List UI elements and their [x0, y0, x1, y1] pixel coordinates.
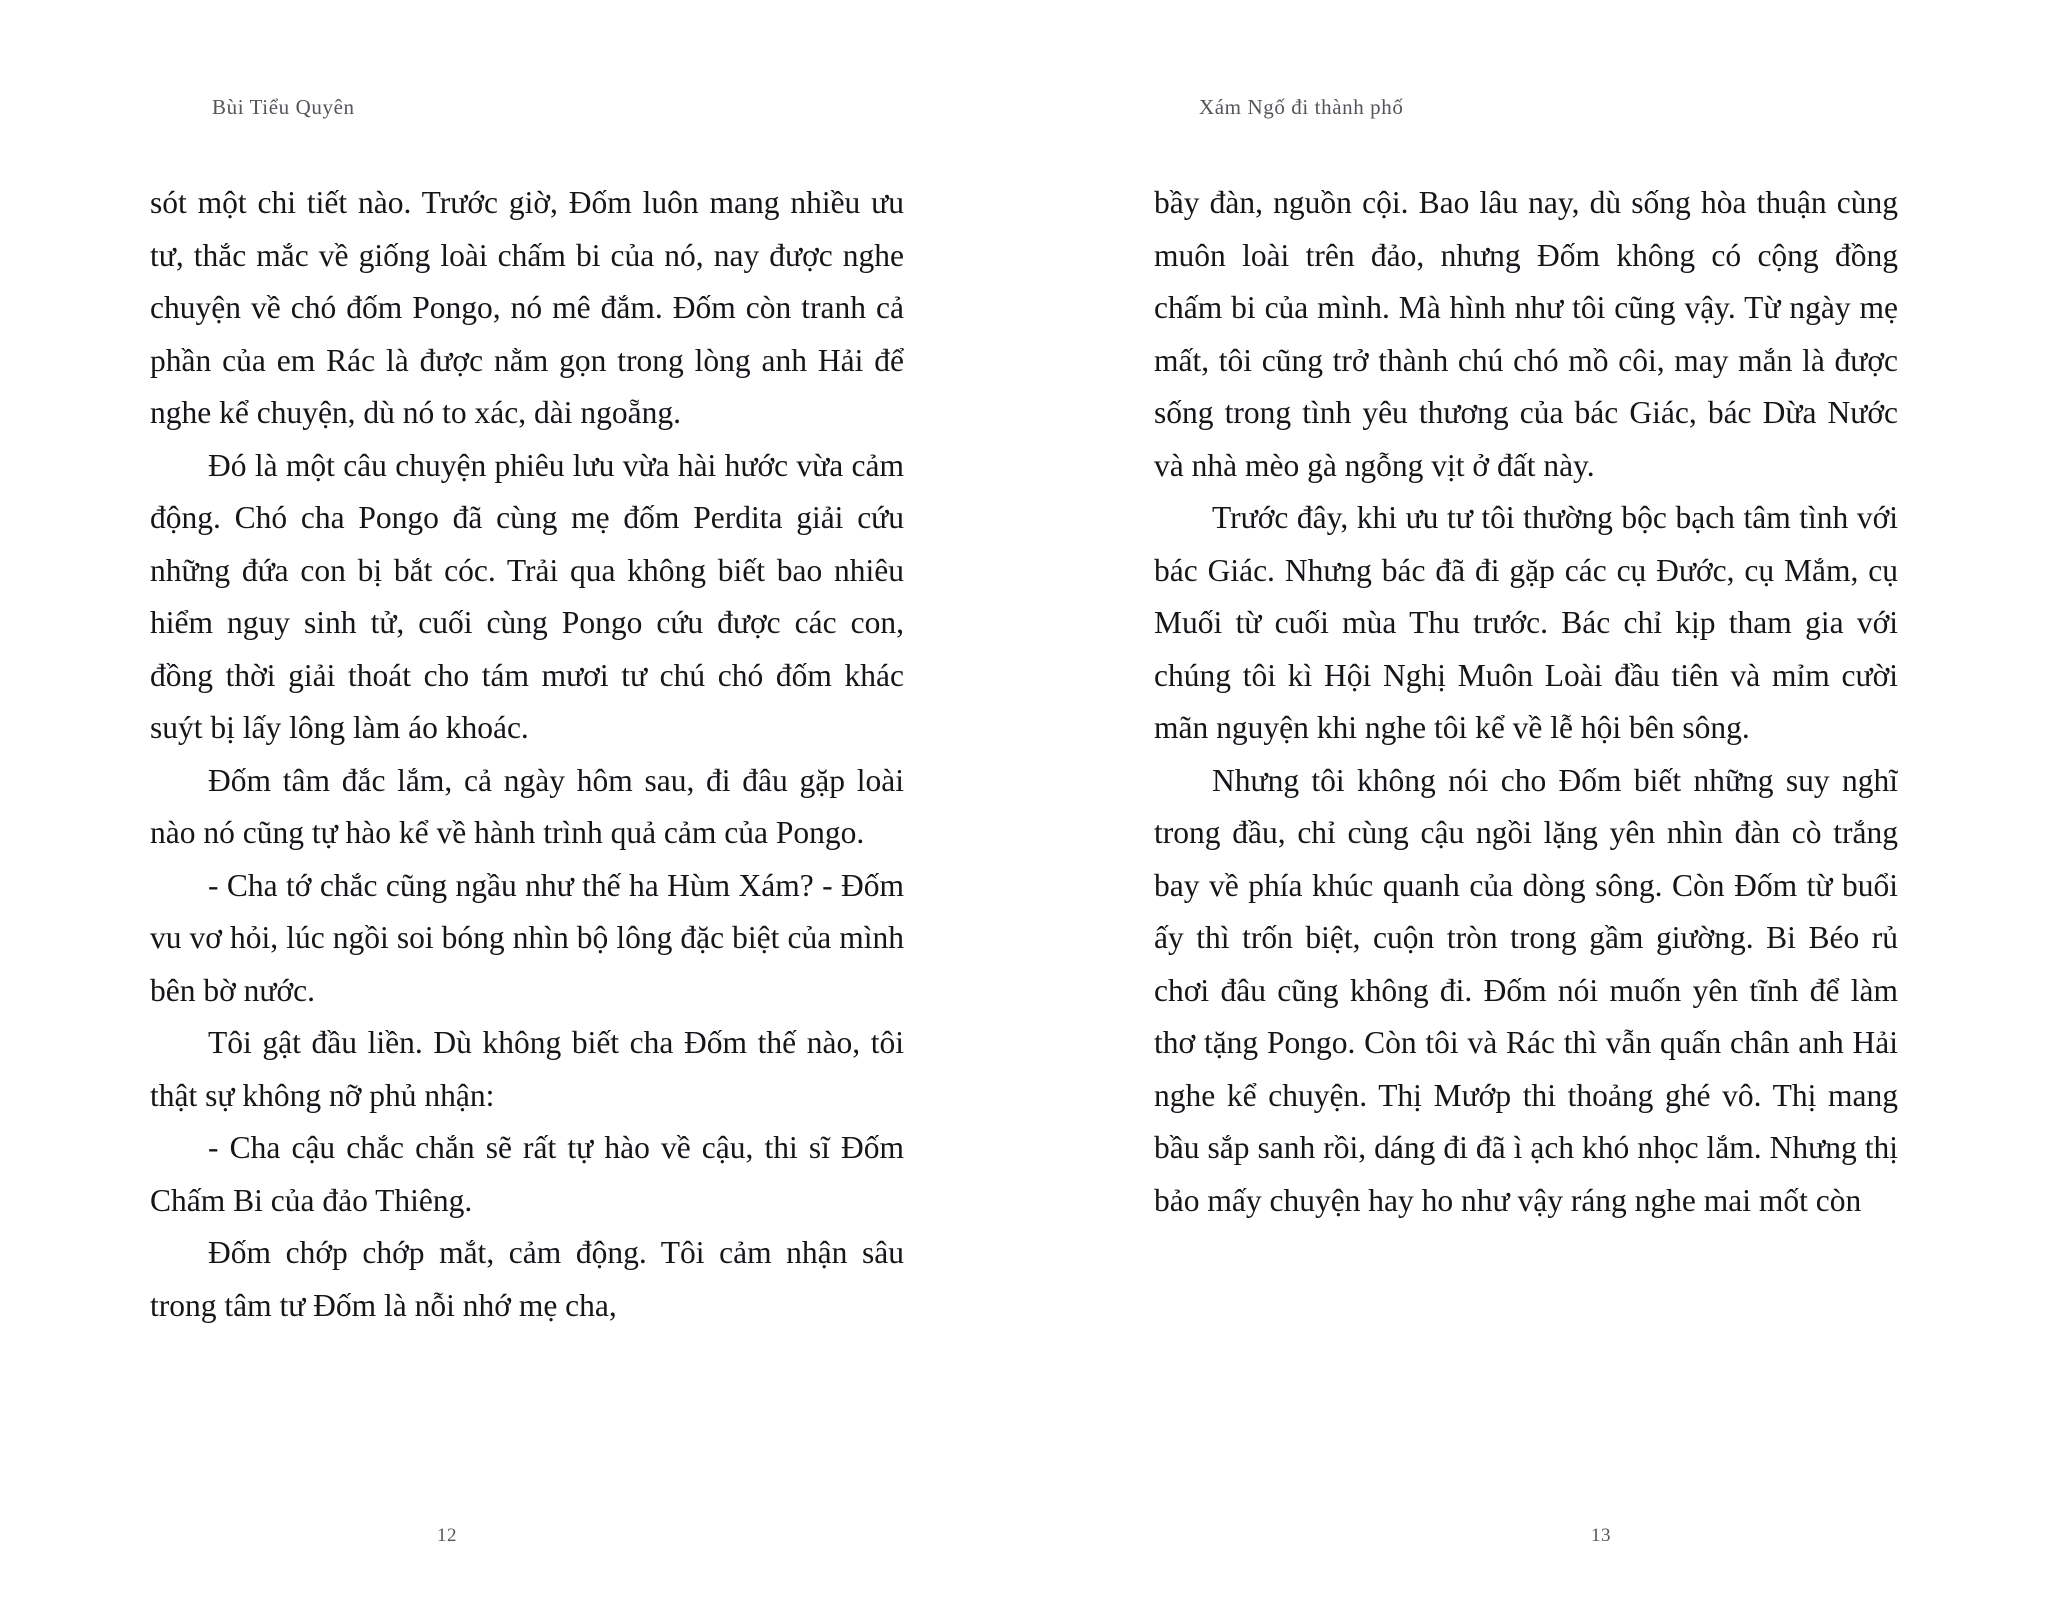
paragraph: Trước đây, khi ưu tư tôi thường bộc bạch tâm tình với bác Giác. Nhưng bác đã đi gặp các cụ Đước, cụ Mắm, cụ Muối từ cuối mùa Thu trước. Bác chỉ kịp tham gia với chúng tôi kì Hội Nghị Muôn Loài đầu tiên và mỉm cười mãn nguyện khi nghe tôi kể về lễ hội bên sông.: [1154, 500, 1898, 745]
paragraph: Đốm chớp chớp mắt, cảm động. Tôi cảm nhận sâu trong tâm tư Đốm là nỗi nhớ mẹ cha,: [150, 1235, 904, 1323]
paragraph: Đó là một câu chuyện phiêu lưu vừa hài hước vừa cảm động. Chó cha Pongo đã cùng mẹ đốm Perdita giải cứu những đứa con bị bắt cóc. Trải qua không biết bao nhiêu hiểm nguy sinh tử, cuối cùng Pongo cứu được các con, đồng thời giải thoát cho tám mươi tư chú chó đốm khác suýt bị lấy lông làm áo khoác.: [150, 447, 904, 745]
paragraph: - Cha cậu chắc chắn sẽ rất tự hào về cậu, thi sĩ Đốm Chấm Bi của đảo Thiêng.: [150, 1130, 904, 1218]
running-head-author: Bùi Tiểu Quyên: [212, 95, 355, 119]
paragraph: sót một chi tiết nào. Trước giờ, Đốm luôn mang nhiều ưu tư, thắc mắc về giống loài chấm bi của nó, nay được nghe chuyện về chó đốm Pongo, nó mê đắm. Đốm còn tranh cả phần của em Rác là được nằm gọn trong lòng anh Hải để nghe kể chuyện, dù nó to xác, dài ngoẵng.: [150, 185, 904, 430]
paragraph: Tôi gật đầu liền. Dù không biết cha Đốm thế nào, tôi thật sự không nỡ phủ nhận:: [150, 1025, 904, 1113]
running-head-title: Xám Ngố đi thành phố: [1199, 95, 1404, 119]
paragraph: - Cha tớ chắc cũng ngầu như thế ha Hùm Xám? - Đốm vu vơ hỏi, lúc ngồi soi bóng nhìn bộ lông đặc biệt của mình bên bờ nước.: [150, 867, 904, 1008]
paragraph: bầy đàn, nguồn cội. Bao lâu nay, dù sống hòa thuận cùng muôn loài trên đảo, nhưng Đốm không có cộng đồng chấm bi của mình. Mà hình như tôi cũng vậy. Từ ngày mẹ mất, tôi cũng trở thành chú chó mồ côi, may mắn là được sống trong tình yêu thương của bác Giác, bác Dừa Nước và nhà mèo gà ngỗng vịt ở đất này.: [1154, 185, 1898, 483]
right-page-body: [1154, 177, 1898, 1555]
paragraph: Nhưng tôi không nói cho Đốm biết những suy nghĩ trong đầu, chỉ cùng cậu ngồi lặng yên nhìn đàn cò trắng bay về phía khúc quanh của dòng sông. Còn Đốm từ buổi ấy thì trốn biệt, cuộn tròn trong gầm giường. Bi Béo rủ chơi đâu cũng không đi. Đốm nói muốn yên tĩnh để làm thơ tặng Pongo. Còn tôi và Rác thì vẫn quấn chân anh Hải nghe kể chuyện. Thị Mướp thi thoảng ghé vô. Thị mang bầu sắp sanh rồi, dáng đi đã ì ạch khó nhọc lắm. Nhưng thị bảo mấy chuyện hay ho như vậy ráng nghe mai mốt còn: [1154, 762, 1898, 1218]
page-number: 13: [1591, 1525, 1611, 1546]
page-number: 12: [437, 1525, 457, 1546]
left-page-body: [150, 177, 904, 1555]
paragraph: Đốm tâm đắc lắm, cả ngày hôm sau, đi đâu gặp loài nào nó cũng tự hào kể về hành trình quả cảm của Pongo.: [150, 762, 904, 850]
right-page: [1024, 0, 2048, 1615]
